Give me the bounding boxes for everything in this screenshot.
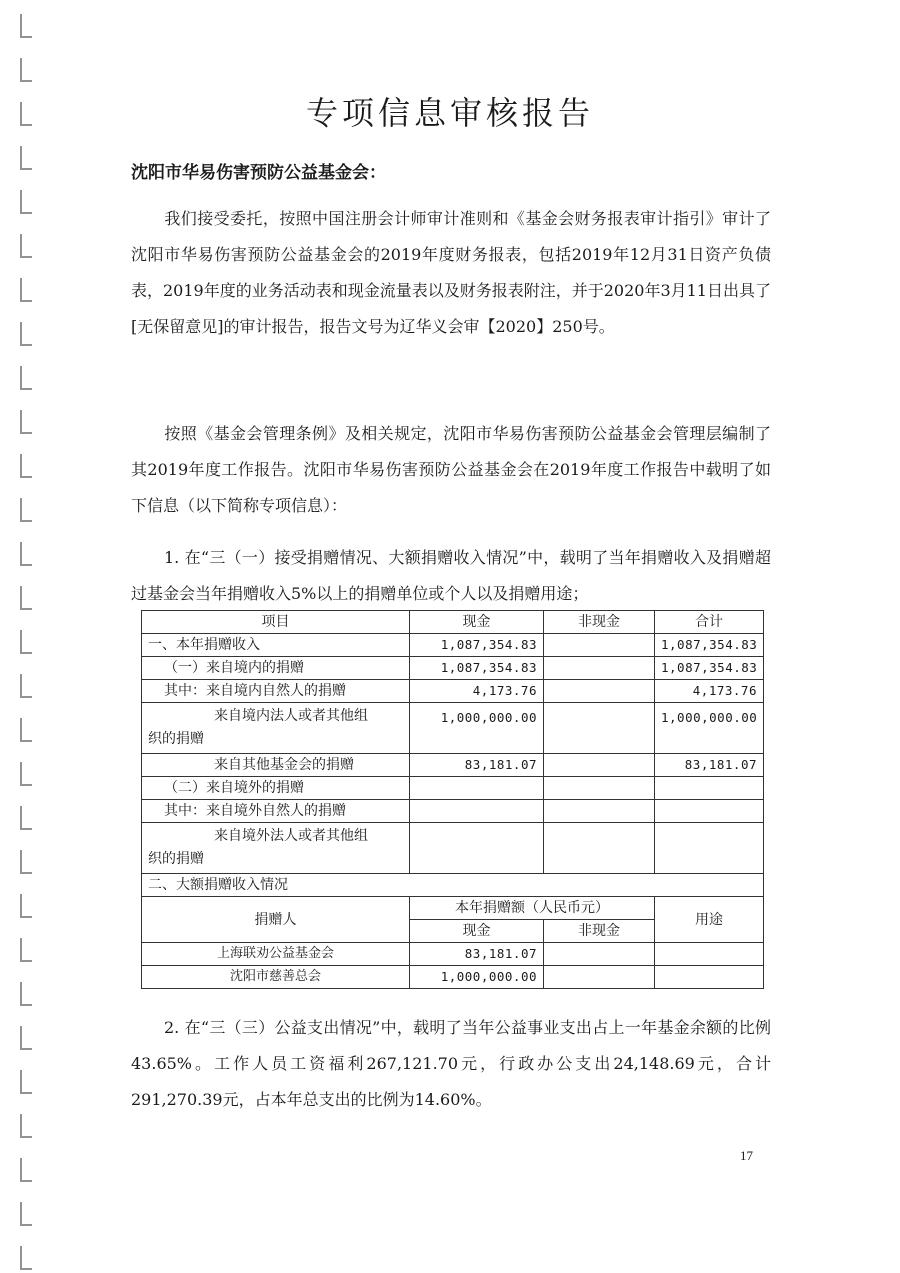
row-total: 4,173.76 [655, 680, 764, 703]
row-total [655, 777, 764, 800]
row-cash [410, 800, 544, 823]
row-item: （一）来自境内的捐赠 [142, 657, 410, 680]
donor-header: 捐赠人 [142, 897, 410, 943]
section2-label: 二、大额捐赠收入情况 [142, 874, 764, 897]
paragraph-management [131, 416, 771, 524]
header-item: 项目 [142, 611, 410, 634]
row-noncash [544, 680, 655, 703]
row-total [655, 800, 764, 823]
donor-row [142, 943, 764, 966]
row-item-line2: 织的捐赠 [148, 731, 204, 747]
row-item: 一、本年捐赠收入 [142, 634, 410, 657]
row-noncash [544, 634, 655, 657]
row-item-line1: 来自境外法人或者其他组 [214, 828, 368, 844]
paragraph-item-2-text: 2. 在“三（三）公益支出情况”中，载明了当年公益事业支出占上一年基金余额的比例43.65%。工作人员工资福利267,121.70元，行政办公支出24,148.69元，合计291,270.39元，占本年总支出的比例为14.60%。 [131, 1018, 771, 1109]
row-item [142, 703, 410, 754]
paragraph-item-2 [131, 1010, 771, 1118]
paragraph-engagement-text: 我们接受委托，按照中国注册会计师审计准则和《基金会财务报表审计指引》审计了沈阳市华易伤害预防公益基金会的2019年度财务报表，包括2019年12月31日资产负债表，2019年度的业务活动表和现金流量表以及财务报表附注，并于2020年3月11日出具了[无保留意见]的审计报告，报告文号为辽华义会审【2020】250号。 [131, 209, 771, 336]
paragraph-management-text: 按照《基金会管理条例》及相关规定，沈阳市华易伤害预防公益基金会管理层编制了其2019年度工作报告。沈阳市华易伤害预防公益基金会在2019年度工作报告中载明了如下信息（以下简称专项信息）： [131, 424, 771, 515]
donor-noncash-header: 非现金 [544, 920, 655, 943]
header-noncash: 非现金 [544, 611, 655, 634]
row-item-line1: 来自境内法人或者其他组 [214, 708, 368, 724]
donor-cash: 83,181.07 [410, 943, 544, 966]
table-section-row [142, 874, 764, 897]
header-cash: 现金 [410, 611, 544, 634]
paragraph-engagement [131, 201, 771, 345]
donor-noncash [544, 943, 655, 966]
row-total: 83,181.07 [655, 754, 764, 777]
row-item: 来自其他基金会的捐赠 [142, 754, 410, 777]
row-noncash [544, 777, 655, 800]
donation-table [141, 610, 764, 989]
donor-noncash [544, 966, 655, 989]
row-cash [410, 777, 544, 800]
table-header-row [142, 611, 764, 634]
donor-cash: 1,000,000.00 [410, 966, 544, 989]
row-cash: 1,087,354.83 [410, 634, 544, 657]
table-row [142, 754, 764, 777]
donor-row [142, 966, 764, 989]
header-total: 合计 [655, 611, 764, 634]
row-item: （二）来自境外的捐赠 [142, 777, 410, 800]
table-row [142, 800, 764, 823]
paragraph-item-1-text: 1. 在“三（一）接受捐赠情况、大额捐赠收入情况”中，载明了当年捐赠收入及捐赠超过基金会当年捐赠收入5%以上的捐赠单位或个人以及捐赠用途； [131, 548, 771, 603]
row-item-line2: 织的捐赠 [148, 851, 204, 867]
row-noncash [544, 800, 655, 823]
row-cash: 4,173.76 [410, 680, 544, 703]
page-number: 17 [740, 1148, 753, 1163]
row-total: 1,000,000.00 [655, 703, 764, 754]
table-row [142, 777, 764, 800]
page-title: 专项信息审核报告 [305, 94, 594, 132]
donor-cash-header: 现金 [410, 920, 544, 943]
amount-header: 本年捐赠额（人民币元） [410, 897, 655, 920]
row-noncash [544, 703, 655, 754]
salutation: 沈阳市华易伤害预防公益基金会： [131, 163, 386, 183]
donor-purpose [655, 943, 764, 966]
table-row [142, 703, 764, 754]
row-cash: 1,000,000.00 [410, 703, 544, 754]
row-noncash [544, 657, 655, 680]
binding-marks [14, 0, 36, 1273]
purpose-header: 用途 [655, 897, 764, 943]
row-item [142, 823, 410, 874]
row-cash: 1,087,354.83 [410, 657, 544, 680]
row-cash [410, 823, 544, 874]
table-row [142, 680, 764, 703]
row-cash: 83,181.07 [410, 754, 544, 777]
row-item: 其中：来自境内自然人的捐赠 [142, 680, 410, 703]
donor-purpose [655, 966, 764, 989]
row-total [655, 823, 764, 874]
donor-header-row [142, 897, 764, 920]
row-item: 其中：来自境外自然人的捐赠 [142, 800, 410, 823]
row-noncash [544, 754, 655, 777]
donor-name: 上海联劝公益基金会 [142, 943, 410, 966]
table-row [142, 657, 764, 680]
donor-name: 沈阳市慈善总会 [142, 966, 410, 989]
paragraph-item-1 [131, 540, 771, 612]
row-noncash [544, 823, 655, 874]
row-total: 1,087,354.83 [655, 657, 764, 680]
table-row [142, 634, 764, 657]
row-total: 1,087,354.83 [655, 634, 764, 657]
table-row [142, 823, 764, 874]
